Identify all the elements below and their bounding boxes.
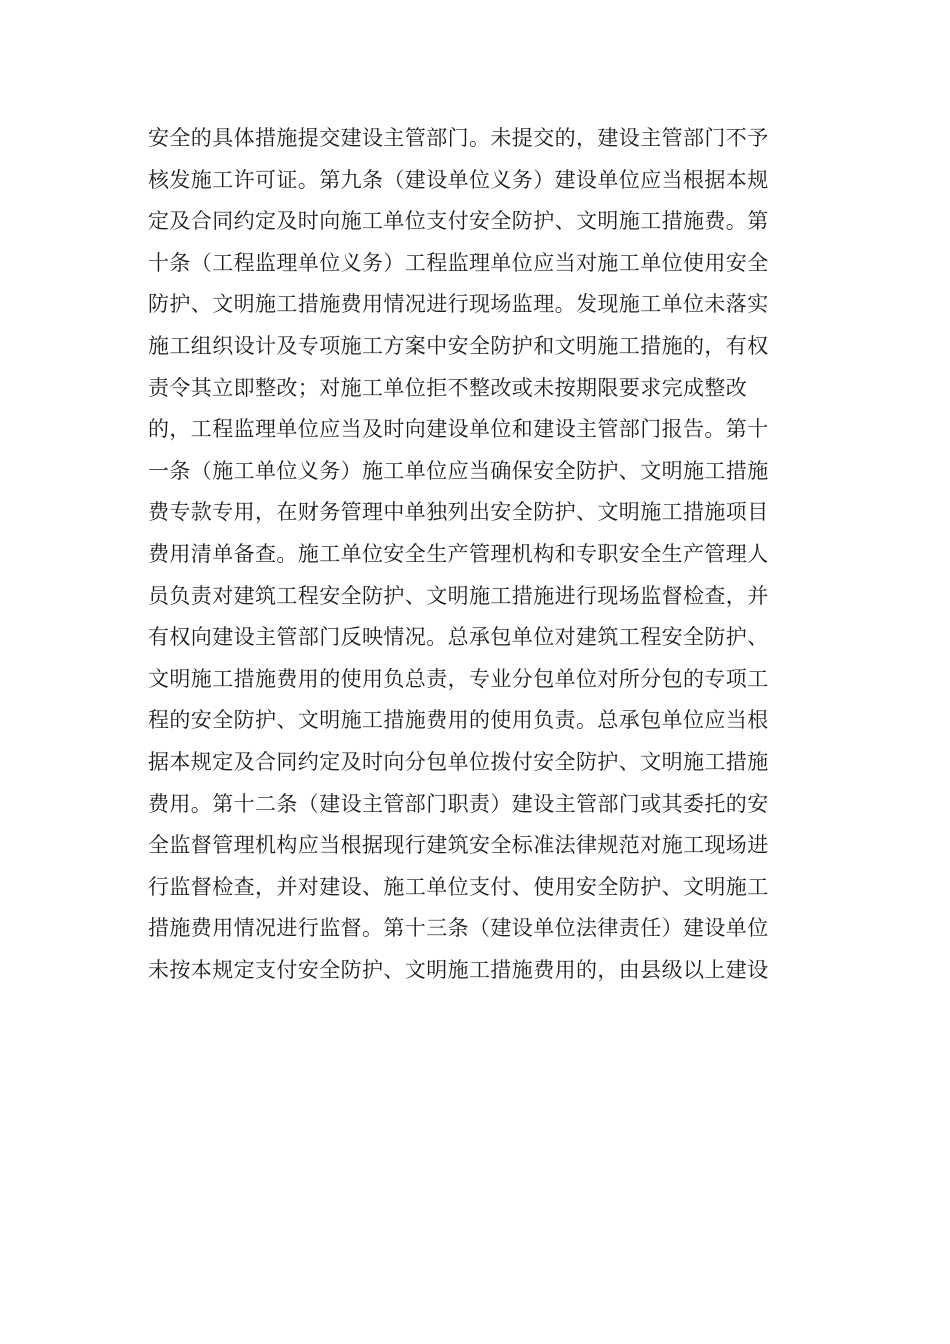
text-line-2: 核发施工许可证。第九条（建设单位义务）建设单位应当根据本规	[148, 167, 769, 192]
text-line-6: 施工组织设计及专项施工方案中安全防护和文明施工措施的，有权	[148, 333, 769, 358]
text-line-1: 安全的具体措施提交建设主管部门。未提交的，建设主管部门不予	[148, 126, 769, 150]
text-line-12: 员负责对建筑工程安全防护、文明施工措施进行现场监督检查，并	[148, 583, 769, 608]
text-line-21: 未按本规定支付安全防护、文明施工措施费用的，由县级以上建设	[148, 957, 769, 982]
text-line-16: 据本规定及合同约定及时向分包单位拨付安全防护、文明施工措施	[148, 749, 769, 774]
text-line-3: 定及合同约定及时向施工单位支付安全防护、文明施工措施费。第	[148, 209, 769, 234]
text-line-4: 十条（工程监理单位义务）工程监理单位应当对施工单位使用安全	[148, 250, 769, 275]
text-line-9: 一条（施工单位义务）施工单位应当确保安全防护、文明施工措施	[148, 458, 769, 483]
body-text	[148, 118, 808, 991]
text-line-8: 的，工程监理单位应当及时向建设单位和建设主管部门报告。第十	[148, 417, 769, 442]
text-line-13: 有权向建设主管部门反映情况。总承包单位对建筑工程安全防护、	[148, 625, 769, 650]
text-line-19: 行监督检查，并对建设、施工单位支付、使用安全防护、文明施工	[148, 874, 769, 899]
text-line-10: 费专款专用，在财务管理中单独列出安全防护、文明施工措施项目	[148, 500, 769, 525]
text-line-5: 防护、文明施工措施费用情况进行现场监理。发现施工单位未落实	[148, 292, 769, 317]
text-line-20: 措施费用情况进行监督。第十三条（建设单位法律责任）建设单位	[148, 916, 769, 941]
text-line-11: 费用清单备查。施工单位安全生产管理机构和专职安全生产管理人	[148, 541, 769, 566]
text-line-14: 文明施工措施费用的使用负总责，专业分包单位对所分包的专项工	[148, 666, 769, 691]
text-line-17: 费用。第十二条（建设主管部门职责）建设主管部门或其委托的安	[148, 791, 769, 816]
text-line-18: 全监督管理机构应当根据现行建筑安全标准法律规范对施工现场进	[148, 833, 769, 858]
text-line-7: 责令其立即整改；对施工单位拒不整改或未按期限要求完成整改	[148, 375, 748, 400]
text-line-15: 程的安全防护、文明施工措施费用的使用负责。总承包单位应当根	[148, 708, 769, 733]
